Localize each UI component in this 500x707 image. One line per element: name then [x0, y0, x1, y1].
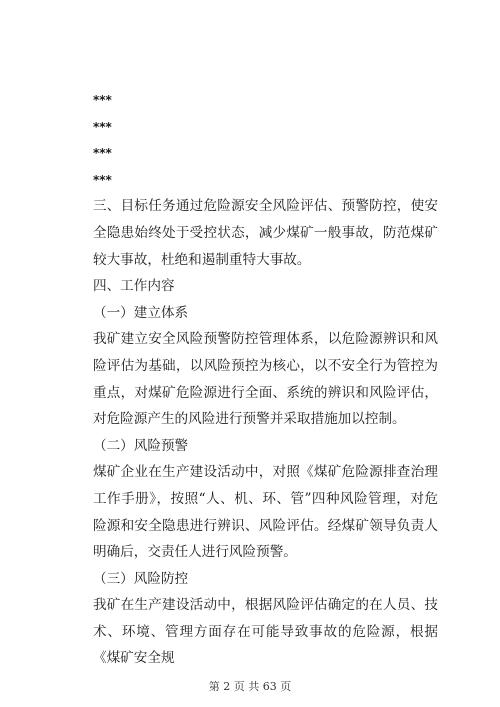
body-paragraph: 我矿在生产建设活动中，根据风险评估确定的在人员、技术、环境、管理方面存在可能导致事故的危险源，根据《煤矿安全规 [93, 597, 438, 667]
subheading-risk-control: （三）风险防控 [93, 570, 189, 587]
document-body [93, 87, 438, 672]
section-goal-paragraph: 三、目标任务通过危险源安全风险评估、预警防控，使安全隐患始终处于受控状态，减少煤矿一般事故，防范煤矿较大事故，杜绝和遏制重特大事故。 [93, 198, 438, 268]
body-paragraph: 我矿建立安全风险预警防控管理体系，以危险源辨识和风险评估为基础，以风险预控为核心，以不安全行为管控为重点，对煤矿危险源进行全面、系统的辨识和风险评估，对危险源产生的风险进行预警并采取措施加以控制。 [93, 331, 438, 428]
separator-stars: *** [93, 172, 112, 187]
separator-stars: *** [93, 119, 112, 134]
separator-stars: *** [93, 93, 112, 107]
body-paragraph: 煤矿企业在生产建设活动中，对照《煤矿危险源排查治理工作手册》，按照“人、机、环、管”四种风险管理，对危险源和安全隐患进行辨识、风险评估。经煤矿领导负责人明确后，交责任人进行风险预警。 [93, 464, 438, 561]
page-footer: 第 2 页 共 63 页 [208, 680, 292, 693]
subheading-establish-system: （一）建立体系 [93, 304, 189, 321]
separator-stars: *** [93, 146, 112, 161]
section-heading-work-content: 四、工作内容 [93, 278, 175, 295]
subheading-risk-warning: （二）风险预警 [93, 437, 189, 454]
